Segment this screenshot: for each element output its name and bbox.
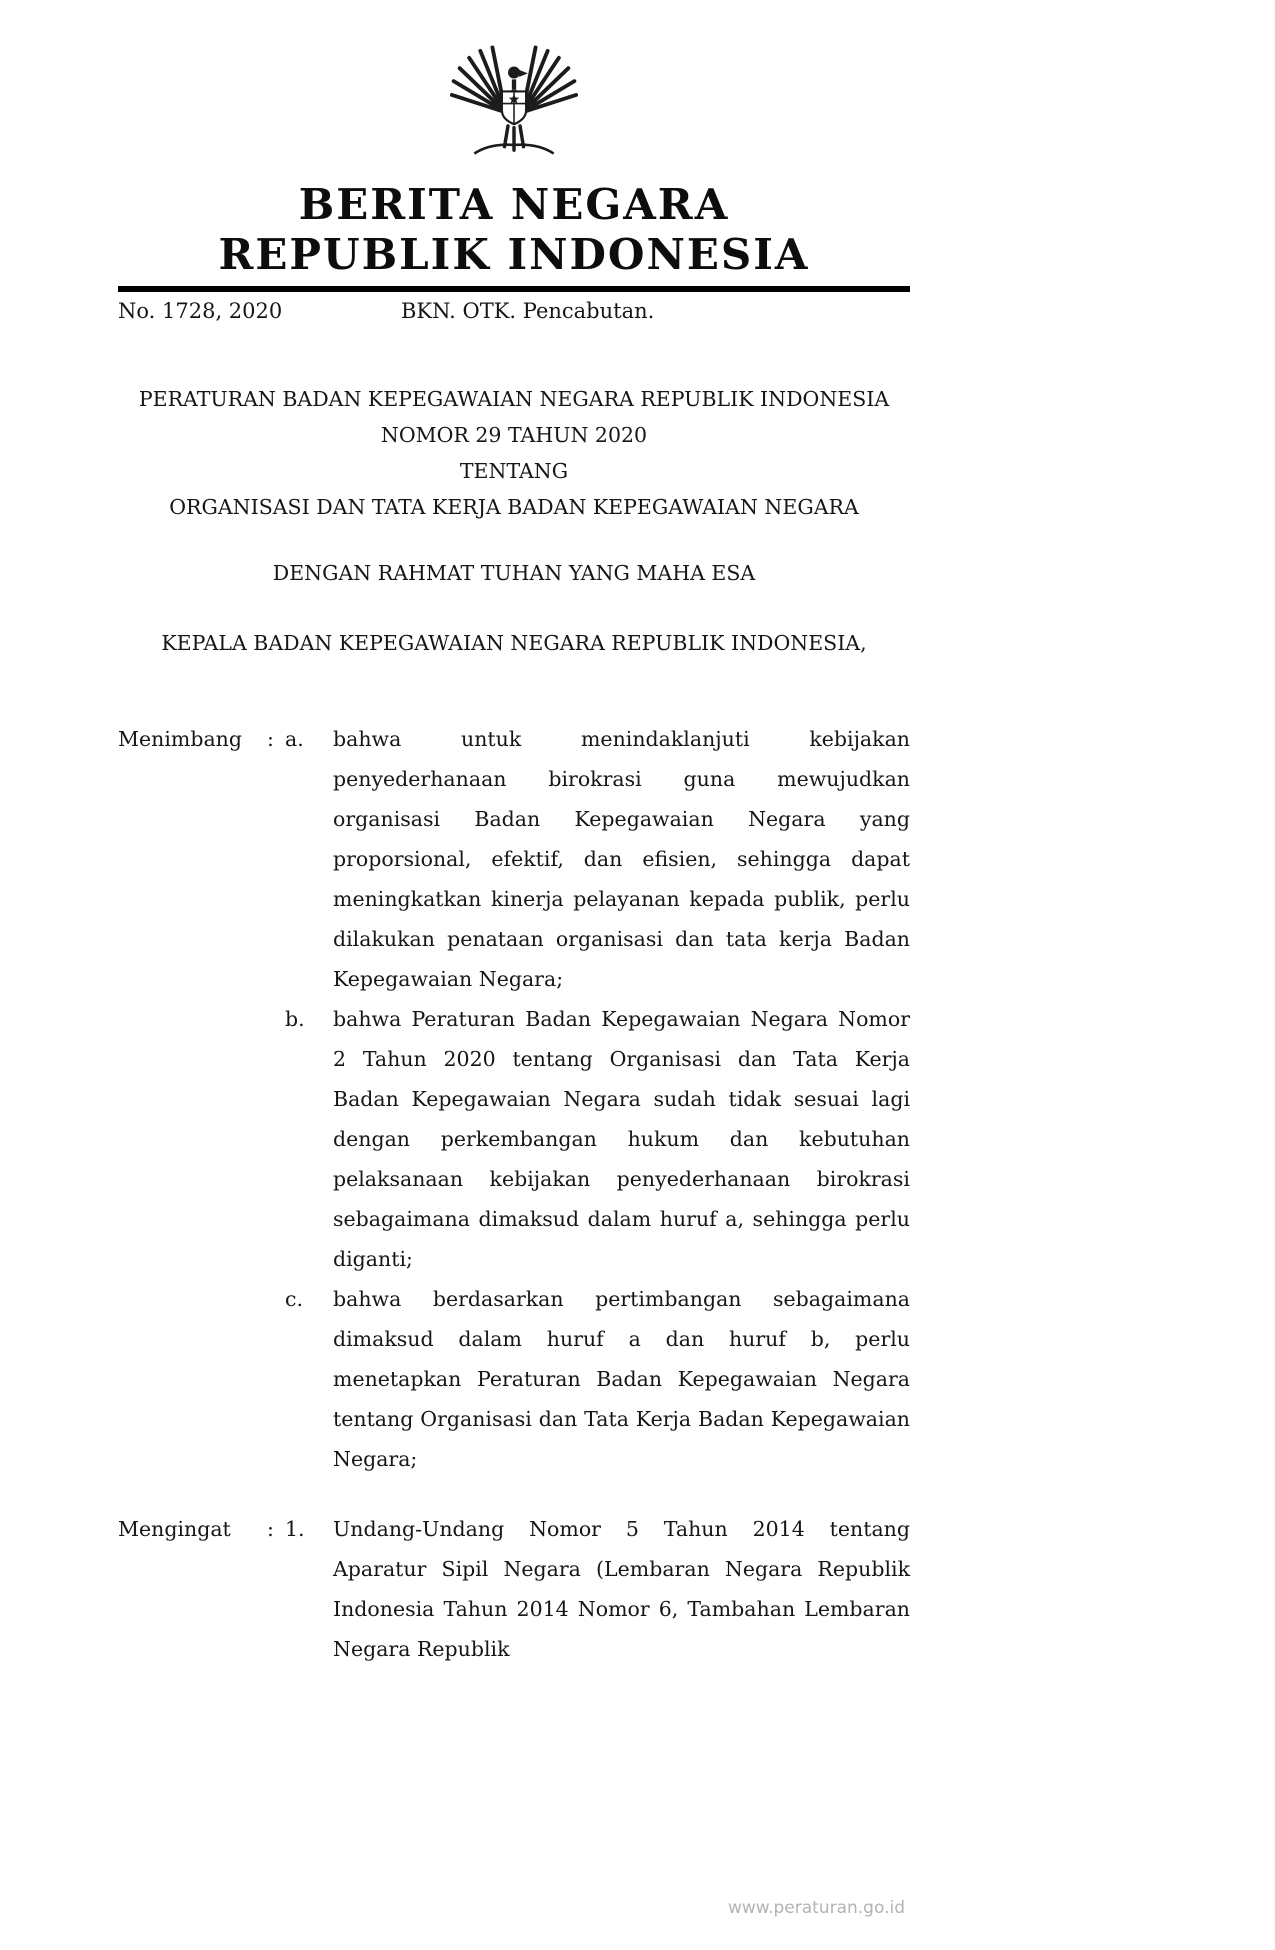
gazette-subject: BKN. OTK. Pencabutan. — [401, 299, 655, 323]
list-item — [285, 999, 910, 1279]
invocation-line: DENGAN RAHMAT TUHAN YANG MAHA ESA — [272, 561, 756, 585]
item-text-1: Undang-Undang Nomor 5 Tahun 2014 tentang Aparatur Sipil Negara (Lembaran Negara Republik Indonesia Tahun 2014 Nomor 6, Tambahan Lembaran Negara Republik — [333, 1517, 910, 1661]
issuing-officer-line: KEPALA BADAN KEPEGAWAIAN NEGARA REPUBLIK INDONESIA, — [161, 631, 867, 655]
item-text-c: bahwa berdasarkan pertimbangan sebagaimana dimaksud dalam huruf a dan huruf b, perlu menetapkan Peraturan Badan Kepegawaian Negara tentang Organisasi dan Tata Kerja Badan Kepegawaian Negara; — [333, 1287, 910, 1471]
regulation-title-line4: ORGANISASI DAN TATA KERJA BADAN KEPEGAWAIAN NEGARA — [169, 495, 859, 519]
regulation-title-line2: NOMOR 29 TAHUN 2020 — [380, 423, 648, 447]
list-item — [285, 719, 910, 999]
gazette-number: No. 1728, 2020 — [118, 299, 283, 323]
garuda-pancasila-emblem — [445, 44, 583, 170]
menimbang-section — [118, 719, 910, 1479]
emblem-container — [118, 0, 910, 170]
masthead — [118, 180, 910, 280]
item-text-a: bahwa untuk menindaklanjuti kebijakan penyederhanaan birokrasi guna mewujudkan organisasi Badan Kepegawaian Negara yang proporsional, efektif, dan efisien, sehingga dapat meningkatkan kinerja pelayanan kepada publik, perlu dilakukan penataan organisasi dan tata kerja Badan Kepegawaian Negara; — [333, 727, 910, 991]
masthead-title-line2: REPUBLIK INDONESIA — [218, 230, 810, 279]
mengingat-section — [118, 1509, 910, 1669]
list-item — [285, 1279, 910, 1479]
item-text-b: bahwa Peraturan Badan Kepegawaian Negara Nomor 2 Tahun 2020 tentang Organisasi dan Tata Kerja Badan Kepegawaian Negara sudah tidak sesuai lagi dengan perkembangan hukum dan kebutuhan pelaksanaan kebijakan penyederhanaan birokrasi sebagaimana dimaksud dalam huruf a, sehingga perlu diganti; — [333, 1007, 910, 1271]
item-number-1: 1. — [285, 1517, 305, 1541]
menimbang-label: Menimbang — [118, 727, 242, 751]
masthead-rule — [118, 286, 910, 292]
mengingat-label: Mengingat — [118, 1517, 231, 1541]
gazette-meta-row — [118, 297, 910, 325]
regulation-title-block — [118, 381, 910, 525]
masthead-title-line1: BERITA NEGARA — [298, 180, 730, 229]
footer-url: www.peraturan.go.id — [727, 1898, 905, 1918]
item-letter-c: c. — [285, 1287, 303, 1311]
menimbang-row — [118, 719, 910, 1479]
menimbang-items — [285, 719, 910, 1479]
item-letter-b: b. — [285, 1007, 305, 1031]
list-item — [285, 1509, 910, 1669]
document-content — [118, 0, 910, 1669]
menimbang-colon: : — [267, 727, 274, 751]
mengingat-items — [285, 1509, 910, 1669]
mengingat-colon: : — [267, 1517, 274, 1541]
mengingat-row — [118, 1509, 910, 1669]
regulation-title-line3: TENTANG — [459, 459, 569, 483]
item-letter-a: a. — [285, 727, 304, 751]
regulation-title-line1: PERATURAN BADAN KEPEGAWAIAN NEGARA REPUBLIK INDONESIA — [138, 387, 890, 411]
